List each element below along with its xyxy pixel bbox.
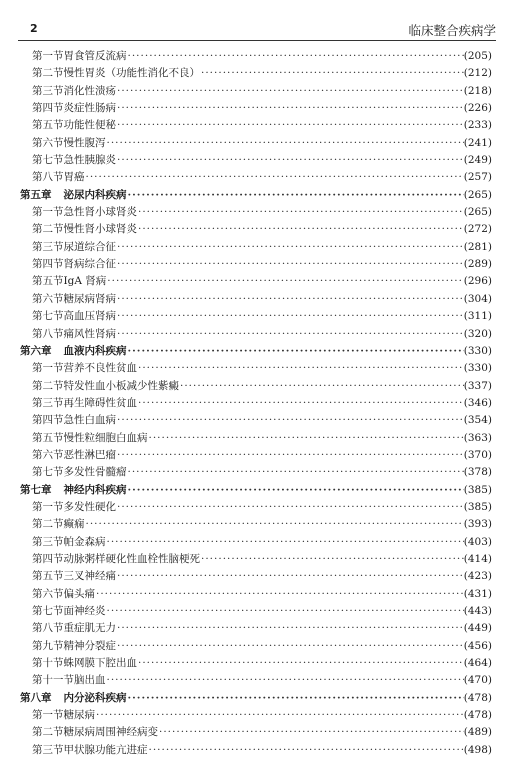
toc-section-row [20,412,492,429]
page-reference: (330) [463,362,492,375]
page-reference: (265) [463,206,492,219]
section-label: 第七节 [32,466,64,479]
toc-section-row [20,638,492,655]
section-label: 第一节 [32,500,64,513]
section-title: 特发性血小板减少性紫癜 [63,379,179,392]
toc-section-row [20,100,492,117]
page-reference: (478) [463,691,492,704]
toc-section-row [20,430,492,447]
dot-leader [116,117,464,134]
page-reference: (289) [463,258,492,271]
section-label: 第五节 [32,275,64,288]
page-reference: (241) [463,136,492,149]
section-label: 第六节 [32,448,64,461]
page-reference: (414) [463,552,492,565]
dot-leader [137,395,464,412]
section-title: 高血压肾病 [63,310,116,323]
chapter-title: 神经内科疾病 [63,483,127,496]
page-reference: (489) [463,726,492,739]
section-label: 第六节 [32,587,64,600]
book-title: 临床整合疾病学 [408,23,496,38]
page-reference: (478) [463,709,492,722]
dot-leader [127,343,464,360]
section-label: 第二节 [32,67,64,80]
section-label: 第二节 [32,518,64,531]
page-header [18,20,496,41]
chapter-label: 第五章 [20,188,52,201]
section-title: 脑出血 [74,674,106,687]
section-title: 多发性骨髓瘤 [63,466,127,479]
dot-leader [137,221,464,238]
section-title: IgA 肾病 [63,275,107,288]
dot-leader [116,239,464,256]
toc-section-row [20,221,492,238]
dot-leader [95,707,464,724]
section-title: 慢性粒细胞白血病 [63,431,148,444]
toc-section-row [20,568,492,585]
table-of-contents [20,48,492,759]
dot-leader [200,65,464,82]
section-title: 动脉粥样硬化性血栓性脑梗死 [63,552,200,565]
section-label: 第二节 [32,223,64,236]
dot-leader [148,430,464,447]
dot-leader [127,464,464,481]
section-label: 第十节 [32,657,64,670]
dot-leader [158,724,464,741]
dot-leader [127,48,464,65]
dot-leader [116,83,464,100]
dot-leader [95,586,464,603]
dot-leader [137,204,464,221]
section-title: 消化性溃疡 [63,84,116,97]
section-title: 多发性硬化 [63,500,116,513]
toc-chapter-row [20,690,492,707]
page-reference: (337) [463,379,492,392]
toc-section-row [20,83,492,100]
section-label: 第五节 [32,119,64,132]
toc-section-row [20,256,492,273]
toc-section-row [20,326,492,343]
dot-leader [116,499,464,516]
section-title: 慢性腹泻 [63,136,106,149]
toc-section-row [20,655,492,672]
section-title: 糖尿病 [63,709,95,722]
dot-leader [116,308,464,325]
page-reference: (281) [463,240,492,253]
chapter-label: 第六章 [20,344,52,357]
toc-section-row [20,707,492,724]
section-title: 糖尿病肾病 [63,292,116,305]
section-label: 第十一节 [32,674,74,687]
toc-section-row [20,516,492,533]
section-label: 第七节 [32,605,64,617]
section-title: 癫痫 [63,518,85,531]
section-title: 恶性淋巴瘤 [63,448,116,461]
toc-section-row [20,499,492,516]
toc-section-row [20,395,492,412]
toc-chapter-row [20,343,492,360]
dot-leader [116,100,464,117]
section-title: 慢性胃炎（功能性消化不良） [63,67,200,80]
section-title: 慢性肾小球肾炎 [63,223,137,236]
page-reference: (354) [463,414,492,427]
page-reference: (212) [463,67,492,80]
section-label: 第三节 [32,84,64,97]
dot-leader [127,187,464,204]
toc-section-row [20,603,492,620]
section-title: 肾病综合征 [63,258,116,271]
page-reference: (385) [463,483,492,496]
dot-leader [116,568,464,585]
dot-leader [106,534,464,551]
section-label: 第六节 [32,292,64,305]
section-label: 第七节 [32,154,64,167]
section-label: 第二节 [32,379,64,392]
section-title: 急性胰腺炎 [63,154,116,167]
dot-leader [127,482,464,499]
page-reference: (443) [463,605,492,617]
toc-section-row [20,672,492,689]
section-title: 急性白血病 [63,414,116,427]
section-title: 偏头痛 [63,587,95,600]
section-label: 第一节 [32,362,64,375]
section-label: 第五节 [32,431,64,444]
dot-leader [179,378,464,395]
section-label: 第三节 [32,396,64,409]
section-title: 糖尿病周围神经病变 [63,726,158,739]
section-title: 尿道综合征 [63,240,116,253]
section-title: 面神经炎 [63,605,106,617]
page-reference: (370) [463,448,492,461]
toc-section-row [20,620,492,637]
chapter-label: 第八章 [20,691,52,704]
section-label: 第一节 [32,709,64,722]
toc-section-row [20,152,492,169]
toc-section-row [20,551,492,568]
section-label: 第五节 [32,570,64,583]
section-title: 甲状腺功能亢进症 [63,743,148,756]
toc-section-row [20,724,492,741]
toc-section-row [20,65,492,82]
toc-chapter-row [20,187,492,204]
page-reference: (320) [463,327,492,340]
dot-leader [116,620,464,637]
toc-section-row [20,48,492,65]
section-label: 第四节 [32,102,64,115]
section-label: 第九节 [32,639,64,652]
toc-section-row [20,239,492,256]
section-label: 第七节 [32,310,64,323]
section-label: 第八节 [32,327,64,340]
page-reference: (464) [463,657,492,670]
toc-section-row [20,291,492,308]
section-title: 痛风性肾病 [63,327,116,340]
page-reference: (346) [463,396,492,409]
page-reference: (226) [463,102,492,115]
toc-section-row [20,447,492,464]
page-reference: (249) [463,154,492,167]
page-reference: (311) [463,310,492,323]
toc-section-row [20,135,492,152]
page-reference: (423) [463,570,492,583]
page-reference: (378) [463,466,492,479]
page-reference: (403) [463,535,492,548]
toc-chapter-row [20,482,492,499]
page-reference: (431) [463,587,492,600]
section-label: 第四节 [32,414,64,427]
section-title: 胃癌 [63,171,85,184]
page-reference: (265) [463,188,492,201]
dot-leader [116,412,464,429]
toc-section-row [20,273,492,290]
dot-leader [116,326,464,343]
page-reference: (470) [463,674,492,687]
page-reference: (257) [463,171,492,184]
page-reference: (393) [463,518,492,531]
toc-section-row [20,169,492,186]
dot-leader [116,291,464,308]
page-reference: (296) [463,275,492,288]
page-number: 2 [30,22,38,35]
section-label: 第四节 [32,552,64,565]
section-title: 重症肌无力 [63,622,116,635]
toc-section-row [20,204,492,221]
toc-section-row [20,586,492,603]
dot-leader [148,742,464,759]
section-title: 三叉神经痛 [63,570,116,583]
section-title: 帕金森病 [63,535,106,548]
dot-leader [137,655,464,672]
chapter-title: 血液内科疾病 [63,344,127,357]
dot-leader [200,551,464,568]
toc-section-row [20,742,492,759]
section-title: 功能性便秘 [63,119,116,132]
section-title: 急性肾小球肾炎 [63,206,137,219]
section-label: 第八节 [32,622,64,635]
page-reference: (498) [463,743,492,756]
page-reference: (330) [463,344,492,357]
dot-leader [116,256,464,273]
toc-section-row [20,308,492,325]
section-label: 第一节 [32,50,64,62]
page-reference: (205) [463,50,492,62]
chapter-title: 内分泌科疾病 [63,691,127,704]
dot-leader [116,447,464,464]
chapter-label: 第七章 [20,483,52,496]
section-title: 营养不良性贫血 [63,362,137,375]
dot-leader [106,135,464,152]
section-title: 再生障碍性贫血 [63,396,137,409]
page-reference: (272) [463,223,492,236]
section-label: 第八节 [32,171,64,184]
toc-section-row [20,360,492,377]
toc-section-row [20,464,492,481]
section-label: 第二节 [32,726,64,739]
page-reference: (385) [463,500,492,513]
dot-leader [85,516,464,533]
toc-section-row [20,378,492,395]
page-reference: (218) [463,84,492,97]
section-label: 第六节 [32,136,64,149]
page-reference: (456) [463,639,492,652]
section-title: 蛛网膜下腔出血 [63,657,137,670]
dot-leader [116,152,464,169]
page-reference: (233) [463,119,492,132]
section-label: 第一节 [32,206,64,219]
chapter-title: 泌尿内科疾病 [63,188,127,201]
section-label: 第三节 [32,535,64,548]
page-reference: (363) [463,431,492,444]
page-reference: (449) [463,622,492,635]
dot-leader [127,690,464,707]
toc-section-row [20,534,492,551]
dot-leader [137,360,464,377]
section-label: 第三节 [32,240,64,253]
section-label: 第四节 [32,258,64,271]
section-title: 胃食管反流病 [63,50,127,62]
dot-leader [85,169,464,186]
dot-leader [116,638,464,655]
dot-leader [106,603,464,620]
page-reference: (304) [463,292,492,305]
section-title: 炎症性肠病 [63,102,116,115]
toc-section-row [20,117,492,134]
section-title: 精神分裂症 [63,639,116,652]
dot-leader [106,273,463,290]
section-label: 第三节 [32,743,64,756]
dot-leader [106,672,464,689]
